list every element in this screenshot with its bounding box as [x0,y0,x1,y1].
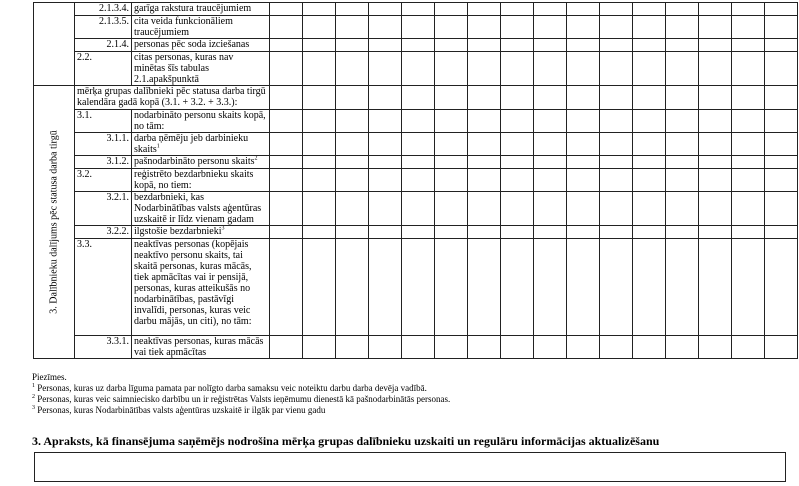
data-cell[interactable] [666,192,699,226]
data-cell[interactable] [270,133,303,156]
data-cell[interactable] [303,336,336,359]
data-cell[interactable] [633,86,666,110]
data-cell[interactable] [534,133,567,156]
data-cell[interactable] [534,110,567,133]
row-code: 3.1.1. [75,133,132,156]
data-cell[interactable] [600,39,633,52]
data-cell[interactable] [732,169,765,192]
data-cell[interactable] [699,239,732,336]
data-cell[interactable] [765,192,798,226]
data-cell[interactable] [633,239,666,336]
data-cell[interactable] [501,239,534,336]
data-cell[interactable] [765,16,798,39]
data-cell[interactable] [468,239,501,336]
data-cell[interactable] [468,133,501,156]
data-cell[interactable] [336,16,369,39]
table-row [34,156,798,169]
data-cell[interactable] [765,133,798,156]
data-cell[interactable] [567,156,600,169]
data-cell[interactable] [402,226,435,239]
row-code: 2.1.3.4. [75,3,132,16]
data-cell[interactable] [567,16,600,39]
data-cell[interactable] [468,156,501,169]
data-cell[interactable] [633,226,666,239]
data-cell[interactable] [501,336,534,359]
row-code: 2.1.4. [75,39,132,52]
data-cell[interactable] [600,3,633,16]
description-text-box[interactable] [34,452,786,482]
data-cell[interactable] [534,192,567,226]
data-cell[interactable] [468,110,501,133]
table-row [34,336,798,359]
data-cell[interactable] [468,336,501,359]
footnote-1 [32,383,450,394]
data-cell[interactable] [369,192,402,226]
data-cell[interactable] [468,3,501,16]
data-cell[interactable] [468,192,501,226]
data-cell[interactable] [699,16,732,39]
data-cell[interactable] [765,52,798,86]
data-cell[interactable] [435,52,468,86]
data-cell[interactable] [600,169,633,192]
data-cell[interactable] [303,169,336,192]
data-cell[interactable] [468,226,501,239]
data-cell[interactable] [270,86,303,110]
data-cell[interactable] [699,3,732,16]
row-label-text: garīga rakstura traucējumiem [134,3,252,14]
data-cell[interactable] [336,239,369,336]
data-cell[interactable] [765,86,798,110]
data-cell[interactable] [633,110,666,133]
footnote-2 [32,394,450,405]
row-label-text: darba ņēmēju jeb darbinieku skaits [134,133,249,155]
data-cell[interactable] [303,156,336,169]
data-cell[interactable] [270,52,303,86]
data-cell[interactable] [699,39,732,52]
row-code: 3.1. [75,110,132,133]
data-cell[interactable] [633,16,666,39]
data-cell[interactable] [732,133,765,156]
data-cell[interactable] [501,39,534,52]
data-cell[interactable] [600,239,633,336]
data-cell[interactable] [567,169,600,192]
table-row [34,52,798,86]
data-cell[interactable] [270,39,303,52]
data-cell[interactable] [699,169,732,192]
data-cell[interactable] [666,52,699,86]
section-2-side-cell [34,3,75,86]
row-label-text: pašnodarbināto personu skaits [134,156,255,167]
data-cell[interactable] [534,86,567,110]
data-cell[interactable] [765,39,798,52]
data-cell[interactable] [468,86,501,110]
table-row [34,86,798,110]
data-cell[interactable] [699,156,732,169]
row-label-text: bezdarbnieki, kas Nodarbinātības valsts aģentūras uzskaitē ir līdz vienam gadam [134,192,262,225]
data-cell[interactable] [402,133,435,156]
data-cell[interactable] [468,16,501,39]
data-cell[interactable] [501,226,534,239]
data-cell[interactable] [732,16,765,39]
data-cell[interactable] [369,110,402,133]
data-cell[interactable] [600,336,633,359]
data-cell[interactable] [666,39,699,52]
data-cell[interactable] [369,226,402,239]
data-cell[interactable] [765,226,798,239]
data-cell[interactable] [732,52,765,86]
data-cell[interactable] [732,336,765,359]
data-cell[interactable] [732,239,765,336]
data-cell[interactable] [336,39,369,52]
data-cell[interactable] [402,336,435,359]
data-cell[interactable] [303,39,336,52]
row-label [132,226,270,239]
table-row [34,226,798,239]
data-cell[interactable] [732,110,765,133]
row-label [132,239,270,336]
data-cell[interactable] [336,3,369,16]
data-cell[interactable] [534,3,567,16]
data-cell[interactable] [765,156,798,169]
data-cell[interactable] [402,86,435,110]
data-cell[interactable] [270,192,303,226]
data-cell[interactable] [270,239,303,336]
footnotes [32,372,450,416]
data-cell[interactable] [600,226,633,239]
data-cell[interactable] [336,169,369,192]
data-cell[interactable] [765,110,798,133]
row-label-text: reģistrēto bezdarbnieku skaits kopā, no tiem: [134,169,254,191]
table-row [34,133,798,156]
data-cell[interactable] [336,133,369,156]
data-cell[interactable] [369,336,402,359]
data-cell[interactable] [600,133,633,156]
row-label-text: cita veida funkcionāliem traucējumiem [134,16,233,38]
data-cell[interactable] [435,336,468,359]
data-cell[interactable] [303,192,336,226]
data-cell[interactable] [765,169,798,192]
data-cell[interactable] [534,169,567,192]
data-cell[interactable] [435,239,468,336]
data-cell[interactable] [303,86,336,110]
footnote-mark: 3 [221,225,225,232]
row-code: 3.2.1. [75,192,132,226]
data-cell[interactable] [666,156,699,169]
data-cell[interactable] [534,226,567,239]
data-cell[interactable] [336,226,369,239]
data-cell[interactable] [699,110,732,133]
data-cell[interactable] [567,110,600,133]
data-cell[interactable] [303,52,336,86]
section-3-side-cell [34,86,75,359]
row-label-text: ilgstošie bezdarbnieki [134,226,222,237]
data-cell[interactable] [666,133,699,156]
row-label [132,16,270,39]
data-cell[interactable] [270,3,303,16]
data-cell[interactable] [402,169,435,192]
data-cell[interactable] [600,16,633,39]
data-cell[interactable] [336,110,369,133]
row-label [132,156,270,169]
data-cell[interactable] [633,156,666,169]
row-code: 3.1.2. [75,156,132,169]
data-cell[interactable] [600,110,633,133]
footnote-text: Personas, kuras uz darba līguma pamata par nolīgto darba samaksu veic noteiktu darbu darba devēja vadībā. [35,383,427,393]
data-cell[interactable] [666,3,699,16]
data-cell[interactable] [468,169,501,192]
data-cell[interactable] [402,192,435,226]
data-cell[interactable] [534,16,567,39]
data-cell[interactable] [369,156,402,169]
footnote-mark: 2 [32,394,35,400]
footnote-mark: 3 [32,405,35,411]
data-cell[interactable] [402,156,435,169]
data-cell[interactable] [303,110,336,133]
row-code: 3.2.2. [75,226,132,239]
data-cell[interactable] [369,133,402,156]
data-cell[interactable] [567,239,600,336]
data-cell[interactable] [501,169,534,192]
data-cell[interactable] [534,52,567,86]
data-cell[interactable] [435,156,468,169]
data-cell[interactable] [435,39,468,52]
data-cell[interactable] [468,52,501,86]
data-cell[interactable] [369,3,402,16]
data-cell[interactable] [303,16,336,39]
data-cell[interactable] [534,156,567,169]
data-cell[interactable] [435,16,468,39]
data-cell[interactable] [699,86,732,110]
data-cell[interactable] [501,156,534,169]
footnote-mark: 1 [32,383,35,389]
data-cell[interactable] [765,239,798,336]
data-cell[interactable] [402,239,435,336]
data-cell[interactable] [270,169,303,192]
data-cell[interactable] [633,336,666,359]
data-cell[interactable] [567,52,600,86]
data-cell[interactable] [732,156,765,169]
row-label-text: neaktīvas personas, kuras mācās vai tiek apmācītas [134,336,264,358]
data-cell[interactable] [600,52,633,86]
data-cell[interactable] [699,226,732,239]
data-cell[interactable] [336,156,369,169]
table-row [34,16,798,39]
data-cell[interactable] [699,133,732,156]
data-cell[interactable] [369,86,402,110]
data-cell[interactable] [435,110,468,133]
row-label-text: citas personas, kuras nav minētas šīs tabulas 2.1.apakšpunktā [134,52,234,85]
row-label [132,192,270,226]
footnote-3 [32,405,450,416]
data-cell[interactable] [270,16,303,39]
data-cell[interactable] [336,52,369,86]
table-row [34,192,798,226]
table-row [34,239,798,336]
row-label [132,133,270,156]
data-cell[interactable] [699,52,732,86]
data-cell[interactable] [336,86,369,110]
data-cell[interactable] [600,192,633,226]
data-cell[interactable] [303,226,336,239]
data-cell[interactable] [534,239,567,336]
data-cell[interactable] [435,133,468,156]
data-cell[interactable] [501,3,534,16]
data-cell[interactable] [633,192,666,226]
table-row [34,3,798,16]
data-cell[interactable] [666,16,699,39]
row-code: 3.3.1. [75,336,132,359]
data-cell[interactable] [402,110,435,133]
footnote-mark: 1 [156,143,160,150]
data-cell[interactable] [534,39,567,52]
row-code: 3.2. [75,169,132,192]
data-cell[interactable] [501,133,534,156]
data-cell[interactable] [435,169,468,192]
section-heading: 3. Apraksts, kā finansējuma saņēmējs nodrošina mērķa grupas dalībnieku uzskaiti un regulāru informācijas aktualizēšanu [32,434,660,448]
data-cell[interactable] [567,336,600,359]
data-cell[interactable] [369,169,402,192]
row-code: 2.1.3.5. [75,16,132,39]
data-cell[interactable] [369,16,402,39]
data-cell[interactable] [435,192,468,226]
data-cell[interactable] [699,192,732,226]
table-row [34,169,798,192]
data-cell[interactable] [567,39,600,52]
data-cell[interactable] [732,3,765,16]
participants-table [33,2,798,359]
data-cell[interactable] [270,336,303,359]
row-code: 2.2. [75,52,132,86]
data-cell[interactable] [666,226,699,239]
row-code: 3.3. [75,239,132,336]
data-cell[interactable] [567,3,600,16]
data-cell[interactable] [501,192,534,226]
data-cell[interactable] [732,39,765,52]
data-cell[interactable] [666,239,699,336]
data-cell[interactable] [567,192,600,226]
data-cell[interactable] [633,169,666,192]
data-cell[interactable] [303,133,336,156]
data-cell[interactable] [402,52,435,86]
section-3-vertical-title: 3. Dalībnieku dalījums pēc statusa darba tirgū [48,130,60,314]
footnote-text: Personas, kuras veic saimniecisko darbību un ir reģistrētas Valsts ieņēmumu dienestā kā pašnodarbinātās personas. [35,394,451,404]
data-cell[interactable] [534,336,567,359]
data-cell[interactable] [765,336,798,359]
data-cell[interactable] [633,133,666,156]
data-cell[interactable] [732,86,765,110]
data-cell[interactable] [336,192,369,226]
data-cell[interactable] [435,86,468,110]
row-label [132,3,270,16]
data-cell[interactable] [666,336,699,359]
data-cell[interactable] [402,3,435,16]
row-label-text: neaktīvas personas (kopējais neaktīvo personu skaits, tai skaitā personas, kuras mācās, tiek apmācītas vai ir pensijā, personas, kuras atteikušās no nodarbinātības, pastāvīgi invalīdi, personas, kuras veic darbu mājās, un citi), no tām: [134,239,252,327]
data-cell[interactable] [633,3,666,16]
data-cell[interactable] [699,336,732,359]
data-cell[interactable] [666,110,699,133]
data-cell[interactable] [567,226,600,239]
row-label [132,110,270,133]
row-label [132,336,270,359]
data-cell[interactable] [270,226,303,239]
table-row [34,110,798,133]
data-cell[interactable] [501,16,534,39]
data-cell[interactable] [402,39,435,52]
data-cell[interactable] [600,86,633,110]
data-cell[interactable] [501,52,534,86]
footnote-mark: 2 [254,155,258,162]
row-label-total: mērķa grupas dalībnieki pēc statusa darba tirgū kalendāra gadā kopā (3.1. + 3.2. + 3.3.): [75,86,270,110]
data-cell[interactable] [468,39,501,52]
data-cell[interactable] [402,16,435,39]
notes-title: Piezīmes. [32,372,67,382]
data-cell[interactable] [435,3,468,16]
data-cell[interactable] [765,3,798,16]
data-cell[interactable] [270,156,303,169]
data-cell[interactable] [303,239,336,336]
data-cell[interactable] [303,3,336,16]
table-row [34,39,798,52]
data-cell[interactable] [633,52,666,86]
data-cell[interactable] [600,156,633,169]
data-cell[interactable] [633,39,666,52]
data-cell[interactable] [270,110,303,133]
data-cell[interactable] [336,336,369,359]
data-cell[interactable] [435,226,468,239]
data-cell[interactable] [732,226,765,239]
data-cell[interactable] [666,86,699,110]
data-cell[interactable] [369,239,402,336]
data-cell[interactable] [567,86,600,110]
data-cell[interactable] [732,192,765,226]
row-label [132,169,270,192]
data-cell[interactable] [501,86,534,110]
data-cell[interactable] [666,169,699,192]
footnote-text: Personas, kuras Nodarbinātības valsts aģentūras uzskaitē ir ilgāk par vienu gadu [35,405,326,415]
data-cell[interactable] [501,110,534,133]
row-label [132,52,270,86]
data-cell[interactable] [369,52,402,86]
row-label-text: personas pēc soda izciešanas [134,39,250,50]
row-label [132,39,270,52]
data-cell[interactable] [369,39,402,52]
data-cell[interactable] [567,133,600,156]
row-label-text: nodarbināto personu skaits kopā, no tām: [134,110,266,132]
